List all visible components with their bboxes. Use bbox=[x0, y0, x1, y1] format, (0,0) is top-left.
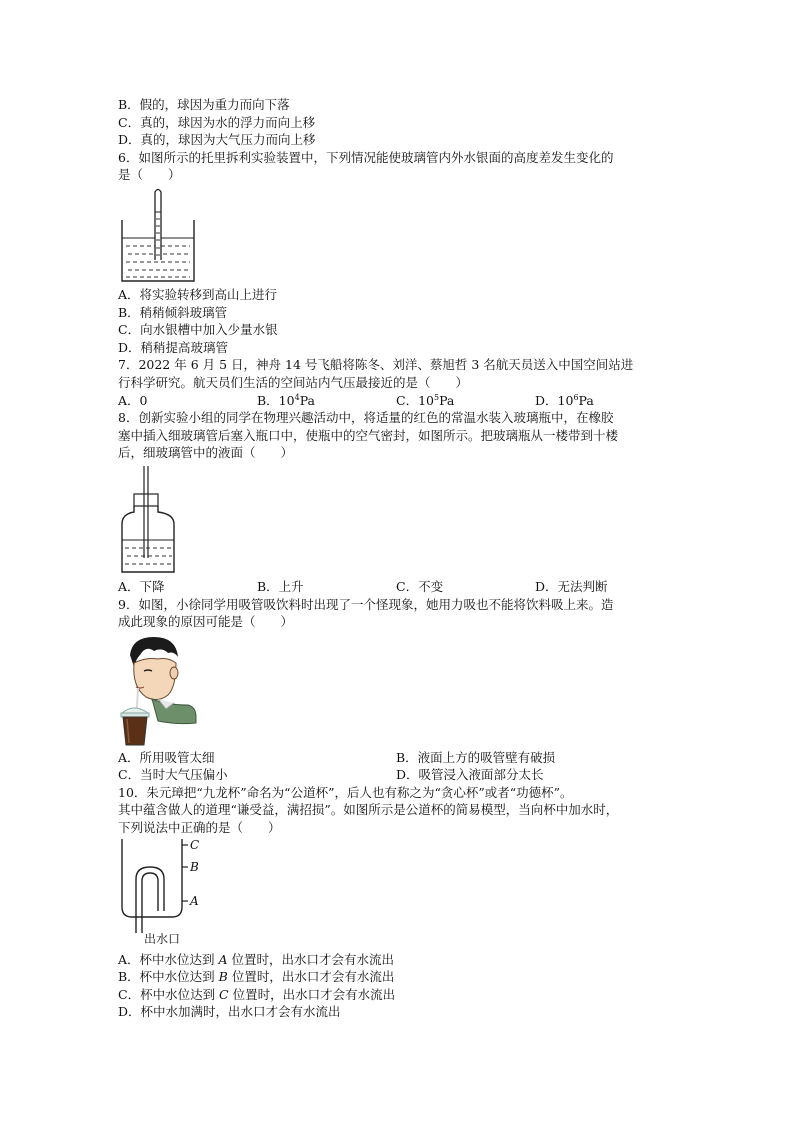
level-label-c: C bbox=[190, 837, 200, 852]
q7-options bbox=[118, 392, 678, 410]
q5-option-d: D．真的，球因为大气压力而向上移 bbox=[118, 132, 316, 148]
q9-option-d: D．吸管浸入液面部分太长 bbox=[396, 767, 544, 783]
q9-options-row1 bbox=[118, 749, 678, 767]
q7-stem-cont: 行科学研究。航天员们生活的空间站内气压最接近的是（ ） bbox=[118, 374, 469, 390]
torricelli-apparatus-figure bbox=[118, 186, 198, 284]
outlet-label: 出水口 bbox=[144, 931, 181, 946]
q9-option-c: C．当时大气压偏小 bbox=[118, 767, 228, 783]
level-label-b: B bbox=[190, 859, 199, 874]
glass-bottle-figure bbox=[118, 464, 178, 576]
q10-stem: 10．朱元璋把“九龙杯”命名为“公道杯”，后人也有称之为“贪心杯”或者“功德杯”。 bbox=[118, 784, 573, 800]
q9-option-a: A．所用吸管太细 bbox=[118, 749, 215, 765]
q8-option-b: B．上升 bbox=[257, 578, 304, 594]
q6-option-c: C．向水银槽中加入少量水银 bbox=[118, 322, 278, 338]
q5-option-c: C．真的，球因为水的浮力而向上移 bbox=[118, 114, 316, 130]
q9-stem: 9．如图，小徐同学用吸管吸饮料时出现了一个怪现象，她用力吸也不能将饮料吸上来。造 bbox=[118, 596, 614, 612]
q6-option-b: B．稍稍倾斜玻璃管 bbox=[118, 304, 228, 320]
q6-option-a: A．将实验转移到高山上进行 bbox=[118, 286, 278, 302]
q10-option-b: B．杯中水位达到 B 位置时，出水口才会有水流出 bbox=[118, 969, 395, 985]
document-page bbox=[118, 96, 678, 1021]
q9-option-b: B．液面上方的吸管壁有破损 bbox=[396, 749, 556, 765]
level-label-a: A bbox=[190, 893, 199, 908]
q9-options-row2 bbox=[118, 766, 678, 784]
q6-option-d: D．稍稍提高玻璃管 bbox=[118, 339, 229, 355]
q9-stem-cont: 成此现象的原因可能是（ ） bbox=[118, 614, 294, 630]
q6-stem: 6．如图所示的托里拆利实验装置中，下列情况能使玻璃管内外水银面的高度差发生变化的 bbox=[118, 149, 614, 165]
q8-stem-cont2: 后，细玻璃管中的液面（ ） bbox=[118, 445, 294, 461]
q10-stem-cont: 其中蕴含做人的道理“谦受益，满招损”。如图所示是公道杯的简易模型，当向杯中加水时， bbox=[118, 802, 619, 818]
boy-drinking-straw-figure bbox=[118, 633, 198, 747]
q7-option-c: C．$10^5Pa$ bbox=[396, 392, 455, 408]
q7-stem: 7．2022 年 6 月 5 日，神舟 14 号飞船将陈冬、刘洋、蔡旭哲 3 名航天员送入中国空间站进 bbox=[118, 357, 634, 373]
q10-option-d: D．杯中水加满时，出水口才会有水流出 bbox=[118, 1004, 341, 1020]
q10-option-a: A．杯中水位达到 A 位置时，出水口才会有水流出 bbox=[118, 951, 395, 967]
q7-option-b: B．$10^4Pa$ bbox=[257, 392, 315, 408]
q8-option-a: A．下降 bbox=[118, 578, 165, 594]
q8-stem: 8．创新实验小组的同学在物理兴趣活动中，将适量的红色的常温水装入玻璃瓶中，在橡胶 bbox=[118, 410, 614, 426]
q7-option-a: A．0 bbox=[118, 392, 148, 408]
q7-option-d: D．$10^6Pa$ bbox=[535, 392, 594, 408]
q8-option-d: D．无法判断 bbox=[535, 578, 608, 594]
q5-option-b: B．假的，球因为重力而向下落 bbox=[118, 97, 290, 112]
q10-option-c: C．杯中水位达到 C 位置时，出水口才会有水流出 bbox=[118, 986, 396, 1002]
q8-options bbox=[118, 578, 678, 596]
gongdao-cup-figure bbox=[118, 837, 218, 951]
q8-option-c: C．不变 bbox=[396, 578, 444, 594]
q10-stem-cont2: 下列说法中正确的是（ ） bbox=[118, 820, 281, 836]
q8-stem-cont: 塞中插入细玻璃管后塞入瓶口中，使瓶中的空气密封，如图所示。把玻璃瓶从一楼带到十楼 bbox=[118, 427, 619, 443]
q6-stem-cont: 是（ ） bbox=[118, 167, 181, 183]
